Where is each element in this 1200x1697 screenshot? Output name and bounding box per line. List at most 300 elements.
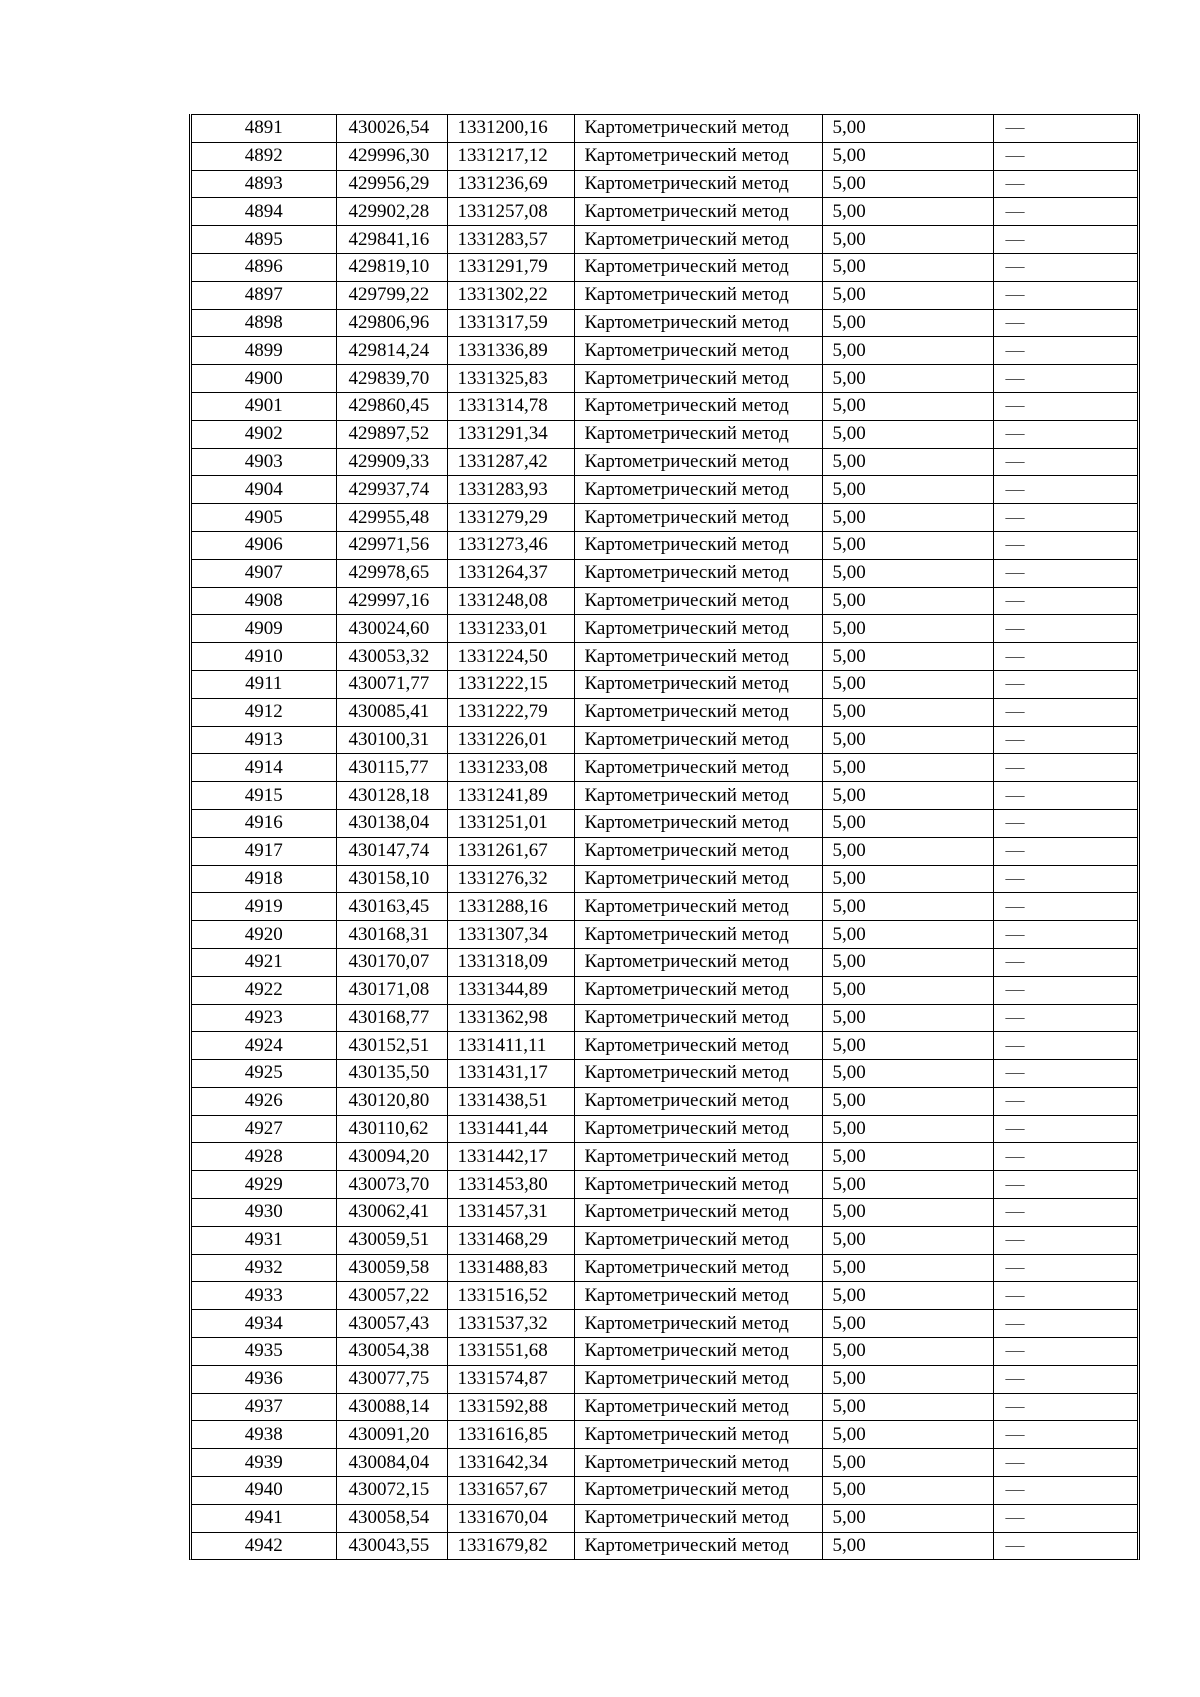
y-coordinate-cell: 1331657,67 <box>447 1477 574 1505</box>
accuracy-cell: 5,00 <box>822 1504 993 1532</box>
table-row <box>192 142 1137 170</box>
x-coordinate-cell: 430128,18 <box>336 782 447 810</box>
note-cell: — <box>993 754 1137 782</box>
x-coordinate-cell: 429814,24 <box>336 337 447 365</box>
method-cell: Картометрический метод <box>574 1532 822 1559</box>
point-number-cell: 4931 <box>192 1226 336 1254</box>
coordinates-table-body <box>192 115 1137 1560</box>
table-row <box>192 226 1137 254</box>
method-cell: Картометрический метод <box>574 337 822 365</box>
note-cell: — <box>993 921 1137 949</box>
x-coordinate-cell: 430084,04 <box>336 1449 447 1477</box>
accuracy-cell: 5,00 <box>822 476 993 504</box>
accuracy-cell: 5,00 <box>822 504 993 532</box>
method-cell: Картометрический метод <box>574 365 822 393</box>
y-coordinate-cell: 1331288,16 <box>447 893 574 921</box>
method-cell: Картометрический метод <box>574 1254 822 1282</box>
note-cell: — <box>993 448 1137 476</box>
note-cell: — <box>993 531 1137 559</box>
accuracy-cell: 5,00 <box>822 1115 993 1143</box>
y-coordinate-cell: 1331537,32 <box>447 1310 574 1338</box>
accuracy-cell: 5,00 <box>822 281 993 309</box>
accuracy-cell: 5,00 <box>822 1060 993 1088</box>
note-cell: — <box>993 1060 1137 1088</box>
accuracy-cell: 5,00 <box>822 948 993 976</box>
y-coordinate-cell: 1331233,08 <box>447 754 574 782</box>
point-number-cell: 4932 <box>192 1254 336 1282</box>
accuracy-cell: 5,00 <box>822 1171 993 1199</box>
point-number-cell: 4940 <box>192 1477 336 1505</box>
note-cell: — <box>993 504 1137 532</box>
point-number-cell: 4918 <box>192 865 336 893</box>
y-coordinate-cell: 1331276,32 <box>447 865 574 893</box>
accuracy-cell: 5,00 <box>822 309 993 337</box>
point-number-cell: 4906 <box>192 531 336 559</box>
table-row <box>192 1032 1137 1060</box>
y-coordinate-cell: 1331442,17 <box>447 1143 574 1171</box>
x-coordinate-cell: 430073,70 <box>336 1171 447 1199</box>
point-number-cell: 4894 <box>192 198 336 226</box>
note-cell: — <box>993 1143 1137 1171</box>
note-cell: — <box>993 420 1137 448</box>
x-coordinate-cell: 430171,08 <box>336 976 447 1004</box>
note-cell: — <box>993 1087 1137 1115</box>
table-row <box>192 1504 1137 1532</box>
y-coordinate-cell: 1331336,89 <box>447 337 574 365</box>
point-number-cell: 4897 <box>192 281 336 309</box>
y-coordinate-cell: 1331488,83 <box>447 1254 574 1282</box>
accuracy-cell: 5,00 <box>822 1477 993 1505</box>
method-cell: Картометрический метод <box>574 893 822 921</box>
note-cell: — <box>993 1393 1137 1421</box>
point-number-cell: 4903 <box>192 448 336 476</box>
y-coordinate-cell: 1331264,37 <box>447 559 574 587</box>
point-number-cell: 4913 <box>192 726 336 754</box>
point-number-cell: 4926 <box>192 1087 336 1115</box>
x-coordinate-cell: 430057,22 <box>336 1282 447 1310</box>
method-cell: Картометрический метод <box>574 1115 822 1143</box>
accuracy-cell: 5,00 <box>822 726 993 754</box>
point-number-cell: 4935 <box>192 1338 336 1366</box>
y-coordinate-cell: 1331307,34 <box>447 921 574 949</box>
note-cell: — <box>993 1532 1137 1559</box>
y-coordinate-cell: 1331468,29 <box>447 1226 574 1254</box>
method-cell: Картометрический метод <box>574 921 822 949</box>
method-cell: Картометрический метод <box>574 476 822 504</box>
x-coordinate-cell: 429839,70 <box>336 365 447 393</box>
table-row <box>192 337 1137 365</box>
method-cell: Картометрический метод <box>574 1393 822 1421</box>
method-cell: Картометрический метод <box>574 420 822 448</box>
accuracy-cell: 5,00 <box>822 587 993 615</box>
x-coordinate-cell: 429860,45 <box>336 392 447 420</box>
x-coordinate-cell: 430043,55 <box>336 1532 447 1559</box>
note-cell: — <box>993 1338 1137 1366</box>
table-row <box>192 1226 1137 1254</box>
table-row <box>192 504 1137 532</box>
y-coordinate-cell: 1331236,69 <box>447 170 574 198</box>
method-cell: Картометрический метод <box>574 615 822 643</box>
y-coordinate-cell: 1331283,57 <box>447 226 574 254</box>
note-cell: — <box>993 226 1137 254</box>
method-cell: Картометрический метод <box>574 448 822 476</box>
note-cell: — <box>993 587 1137 615</box>
x-coordinate-cell: 430135,50 <box>336 1060 447 1088</box>
accuracy-cell: 5,00 <box>822 670 993 698</box>
table-row <box>192 726 1137 754</box>
accuracy-cell: 5,00 <box>822 1532 993 1559</box>
x-coordinate-cell: 429996,30 <box>336 142 447 170</box>
method-cell: Картометрический метод <box>574 170 822 198</box>
method-cell: Картометрический метод <box>574 726 822 754</box>
y-coordinate-cell: 1331318,09 <box>447 948 574 976</box>
note-cell: — <box>993 281 1137 309</box>
point-number-cell: 4898 <box>192 309 336 337</box>
method-cell: Картометрический метод <box>574 226 822 254</box>
table-row <box>192 1365 1137 1393</box>
note-cell: — <box>993 1004 1137 1032</box>
method-cell: Картометрический метод <box>574 1087 822 1115</box>
x-coordinate-cell: 430163,45 <box>336 893 447 921</box>
note-cell: — <box>993 559 1137 587</box>
method-cell: Картометрический метод <box>574 1171 822 1199</box>
method-cell: Картометрический метод <box>574 392 822 420</box>
accuracy-cell: 5,00 <box>822 1365 993 1393</box>
y-coordinate-cell: 1331314,78 <box>447 392 574 420</box>
table-row <box>192 1115 1137 1143</box>
table-row <box>192 1143 1137 1171</box>
x-coordinate-cell: 429955,48 <box>336 504 447 532</box>
accuracy-cell: 5,00 <box>822 1310 993 1338</box>
y-coordinate-cell: 1331248,08 <box>447 587 574 615</box>
point-number-cell: 4900 <box>192 365 336 393</box>
y-coordinate-cell: 1331317,59 <box>447 309 574 337</box>
point-number-cell: 4928 <box>192 1143 336 1171</box>
note-cell: — <box>993 115 1137 143</box>
point-number-cell: 4893 <box>192 170 336 198</box>
table-row <box>192 170 1137 198</box>
table-row <box>192 921 1137 949</box>
method-cell: Картометрический метод <box>574 1004 822 1032</box>
method-cell: Картометрический метод <box>574 948 822 976</box>
method-cell: Картометрический метод <box>574 1199 822 1227</box>
accuracy-cell: 5,00 <box>822 1199 993 1227</box>
y-coordinate-cell: 1331344,89 <box>447 976 574 1004</box>
method-cell: Картометрический метод <box>574 1504 822 1532</box>
note-cell: — <box>993 309 1137 337</box>
point-number-cell: 4939 <box>192 1449 336 1477</box>
method-cell: Картометрический метод <box>574 1032 822 1060</box>
point-number-cell: 4917 <box>192 837 336 865</box>
table-row <box>192 309 1137 337</box>
table-row <box>192 1338 1137 1366</box>
x-coordinate-cell: 430115,77 <box>336 754 447 782</box>
method-cell: Картометрический метод <box>574 1477 822 1505</box>
method-cell: Картометрический метод <box>574 670 822 698</box>
note-cell: — <box>993 1199 1137 1227</box>
table-row <box>192 615 1137 643</box>
accuracy-cell: 5,00 <box>822 1282 993 1310</box>
accuracy-cell: 5,00 <box>822 698 993 726</box>
note-cell: — <box>993 253 1137 281</box>
note-cell: — <box>993 1477 1137 1505</box>
method-cell: Картометрический метод <box>574 309 822 337</box>
method-cell: Картометрический метод <box>574 559 822 587</box>
accuracy-cell: 5,00 <box>822 1087 993 1115</box>
point-number-cell: 4920 <box>192 921 336 949</box>
method-cell: Картометрический метод <box>574 1060 822 1088</box>
point-number-cell: 4922 <box>192 976 336 1004</box>
point-number-cell: 4908 <box>192 587 336 615</box>
x-coordinate-cell: 430024,60 <box>336 615 447 643</box>
note-cell: — <box>993 615 1137 643</box>
note-cell: — <box>993 1310 1137 1338</box>
accuracy-cell: 5,00 <box>822 1449 993 1477</box>
y-coordinate-cell: 1331241,89 <box>447 782 574 810</box>
note-cell: — <box>993 726 1137 754</box>
table-row <box>192 1393 1137 1421</box>
accuracy-cell: 5,00 <box>822 754 993 782</box>
x-coordinate-cell: 429909,33 <box>336 448 447 476</box>
note-cell: — <box>993 837 1137 865</box>
table-row <box>192 253 1137 281</box>
table-row <box>192 115 1137 143</box>
table-row <box>192 1254 1137 1282</box>
x-coordinate-cell: 430158,10 <box>336 865 447 893</box>
table-row <box>192 1282 1137 1310</box>
note-cell: — <box>993 976 1137 1004</box>
table-row <box>192 281 1137 309</box>
method-cell: Картометрический метод <box>574 643 822 671</box>
note-cell: — <box>993 1365 1137 1393</box>
x-coordinate-cell: 430057,43 <box>336 1310 447 1338</box>
x-coordinate-cell: 429997,16 <box>336 587 447 615</box>
point-number-cell: 4892 <box>192 142 336 170</box>
accuracy-cell: 5,00 <box>822 392 993 420</box>
method-cell: Картометрический метод <box>574 1226 822 1254</box>
method-cell: Картометрический метод <box>574 253 822 281</box>
table-row <box>192 531 1137 559</box>
point-number-cell: 4924 <box>192 1032 336 1060</box>
accuracy-cell: 5,00 <box>822 865 993 893</box>
x-coordinate-cell: 430088,14 <box>336 1393 447 1421</box>
accuracy-cell: 5,00 <box>822 1226 993 1254</box>
point-number-cell: 4919 <box>192 893 336 921</box>
table-row <box>192 392 1137 420</box>
method-cell: Картометрический метод <box>574 1282 822 1310</box>
x-coordinate-cell: 430059,58 <box>336 1254 447 1282</box>
table-row <box>192 754 1137 782</box>
note-cell: — <box>993 142 1137 170</box>
method-cell: Картометрический метод <box>574 837 822 865</box>
note-cell: — <box>993 1421 1137 1449</box>
table-row <box>192 865 1137 893</box>
point-number-cell: 4905 <box>192 504 336 532</box>
table-row <box>192 643 1137 671</box>
note-cell: — <box>993 1226 1137 1254</box>
point-number-cell: 4911 <box>192 670 336 698</box>
accuracy-cell: 5,00 <box>822 1032 993 1060</box>
y-coordinate-cell: 1331441,44 <box>447 1115 574 1143</box>
note-cell: — <box>993 1254 1137 1282</box>
point-number-cell: 4927 <box>192 1115 336 1143</box>
method-cell: Картометрический метод <box>574 198 822 226</box>
point-number-cell: 4914 <box>192 754 336 782</box>
y-coordinate-cell: 1331291,79 <box>447 253 574 281</box>
method-cell: Картометрический метод <box>574 587 822 615</box>
table-row <box>192 1477 1137 1505</box>
point-number-cell: 4891 <box>192 115 336 143</box>
table-row <box>192 1087 1137 1115</box>
table-row <box>192 837 1137 865</box>
point-number-cell: 4895 <box>192 226 336 254</box>
y-coordinate-cell: 1331261,67 <box>447 837 574 865</box>
x-coordinate-cell: 429897,52 <box>336 420 447 448</box>
note-cell: — <box>993 1115 1137 1143</box>
table-row <box>192 782 1137 810</box>
accuracy-cell: 5,00 <box>822 253 993 281</box>
point-number-cell: 4925 <box>192 1060 336 1088</box>
accuracy-cell: 5,00 <box>822 531 993 559</box>
x-coordinate-cell: 430091,20 <box>336 1421 447 1449</box>
method-cell: Картометрический метод <box>574 1143 822 1171</box>
accuracy-cell: 5,00 <box>822 170 993 198</box>
point-number-cell: 4901 <box>192 392 336 420</box>
note-cell: — <box>993 337 1137 365</box>
point-number-cell: 4916 <box>192 809 336 837</box>
y-coordinate-cell: 1331279,29 <box>447 504 574 532</box>
x-coordinate-cell: 430147,74 <box>336 837 447 865</box>
x-coordinate-cell: 430054,38 <box>336 1338 447 1366</box>
y-coordinate-cell: 1331222,79 <box>447 698 574 726</box>
y-coordinate-cell: 1331226,01 <box>447 726 574 754</box>
method-cell: Картометрический метод <box>574 281 822 309</box>
note-cell: — <box>993 698 1137 726</box>
note-cell: — <box>993 1504 1137 1532</box>
method-cell: Картометрический метод <box>574 1421 822 1449</box>
table-row <box>192 1171 1137 1199</box>
point-number-cell: 4942 <box>192 1532 336 1559</box>
point-number-cell: 4910 <box>192 643 336 671</box>
method-cell: Картометрический метод <box>574 754 822 782</box>
table-row <box>192 198 1137 226</box>
x-coordinate-cell: 430071,77 <box>336 670 447 698</box>
method-cell: Картометрический метод <box>574 1449 822 1477</box>
note-cell: — <box>993 865 1137 893</box>
point-number-cell: 4912 <box>192 698 336 726</box>
note-cell: — <box>993 670 1137 698</box>
y-coordinate-cell: 1331551,68 <box>447 1338 574 1366</box>
accuracy-cell: 5,00 <box>822 559 993 587</box>
x-coordinate-cell: 430072,15 <box>336 1477 447 1505</box>
point-number-cell: 4930 <box>192 1199 336 1227</box>
x-coordinate-cell: 429971,56 <box>336 531 447 559</box>
note-cell: — <box>993 1282 1137 1310</box>
x-coordinate-cell: 430077,75 <box>336 1365 447 1393</box>
accuracy-cell: 5,00 <box>822 921 993 949</box>
accuracy-cell: 5,00 <box>822 1393 993 1421</box>
table-row <box>192 1532 1137 1559</box>
table-row <box>192 1199 1137 1227</box>
note-cell: — <box>993 1032 1137 1060</box>
accuracy-cell: 5,00 <box>822 615 993 643</box>
table-row <box>192 893 1137 921</box>
y-coordinate-cell: 1331283,93 <box>447 476 574 504</box>
point-number-cell: 4907 <box>192 559 336 587</box>
x-coordinate-cell: 430058,54 <box>336 1504 447 1532</box>
accuracy-cell: 5,00 <box>822 115 993 143</box>
note-cell: — <box>993 643 1137 671</box>
accuracy-cell: 5,00 <box>822 1254 993 1282</box>
accuracy-cell: 5,00 <box>822 226 993 254</box>
point-number-cell: 4938 <box>192 1421 336 1449</box>
table-row <box>192 448 1137 476</box>
x-coordinate-cell: 430085,41 <box>336 698 447 726</box>
note-cell: — <box>993 476 1137 504</box>
table-row <box>192 1310 1137 1338</box>
x-coordinate-cell: 429819,10 <box>336 253 447 281</box>
method-cell: Картометрический метод <box>574 698 822 726</box>
table-row <box>192 1004 1137 1032</box>
note-cell: — <box>993 1171 1137 1199</box>
y-coordinate-cell: 1331362,98 <box>447 1004 574 1032</box>
y-coordinate-cell: 1331411,11 <box>447 1032 574 1060</box>
accuracy-cell: 5,00 <box>822 837 993 865</box>
y-coordinate-cell: 1331453,80 <box>447 1171 574 1199</box>
note-cell: — <box>993 809 1137 837</box>
x-coordinate-cell: 430053,32 <box>336 643 447 671</box>
y-coordinate-cell: 1331457,31 <box>447 1199 574 1227</box>
accuracy-cell: 5,00 <box>822 893 993 921</box>
point-number-cell: 4934 <box>192 1310 336 1338</box>
x-coordinate-cell: 430062,41 <box>336 1199 447 1227</box>
y-coordinate-cell: 1331273,46 <box>447 531 574 559</box>
table-row <box>192 1060 1137 1088</box>
y-coordinate-cell: 1331251,01 <box>447 809 574 837</box>
point-number-cell: 4915 <box>192 782 336 810</box>
table-row <box>192 587 1137 615</box>
y-coordinate-cell: 1331200,16 <box>447 115 574 143</box>
note-cell: — <box>993 392 1137 420</box>
y-coordinate-cell: 1331616,85 <box>447 1421 574 1449</box>
table-row <box>192 976 1137 1004</box>
y-coordinate-cell: 1331222,15 <box>447 670 574 698</box>
point-number-cell: 4921 <box>192 948 336 976</box>
note-cell: — <box>993 782 1137 810</box>
x-coordinate-cell: 429937,74 <box>336 476 447 504</box>
note-cell: — <box>993 365 1137 393</box>
table-row <box>192 365 1137 393</box>
x-coordinate-cell: 430168,31 <box>336 921 447 949</box>
x-coordinate-cell: 429841,16 <box>336 226 447 254</box>
method-cell: Картометрический метод <box>574 115 822 143</box>
x-coordinate-cell: 429902,28 <box>336 198 447 226</box>
accuracy-cell: 5,00 <box>822 365 993 393</box>
table-row <box>192 698 1137 726</box>
y-coordinate-cell: 1331224,50 <box>447 643 574 671</box>
accuracy-cell: 5,00 <box>822 142 993 170</box>
note-cell: — <box>993 170 1137 198</box>
method-cell: Картометрический метод <box>574 504 822 532</box>
accuracy-cell: 5,00 <box>822 337 993 365</box>
point-number-cell: 4941 <box>192 1504 336 1532</box>
y-coordinate-cell: 1331233,01 <box>447 615 574 643</box>
method-cell: Картометрический метод <box>574 809 822 837</box>
y-coordinate-cell: 1331287,42 <box>447 448 574 476</box>
x-coordinate-cell: 429799,22 <box>336 281 447 309</box>
x-coordinate-cell: 430059,51 <box>336 1226 447 1254</box>
table-row <box>192 1449 1137 1477</box>
